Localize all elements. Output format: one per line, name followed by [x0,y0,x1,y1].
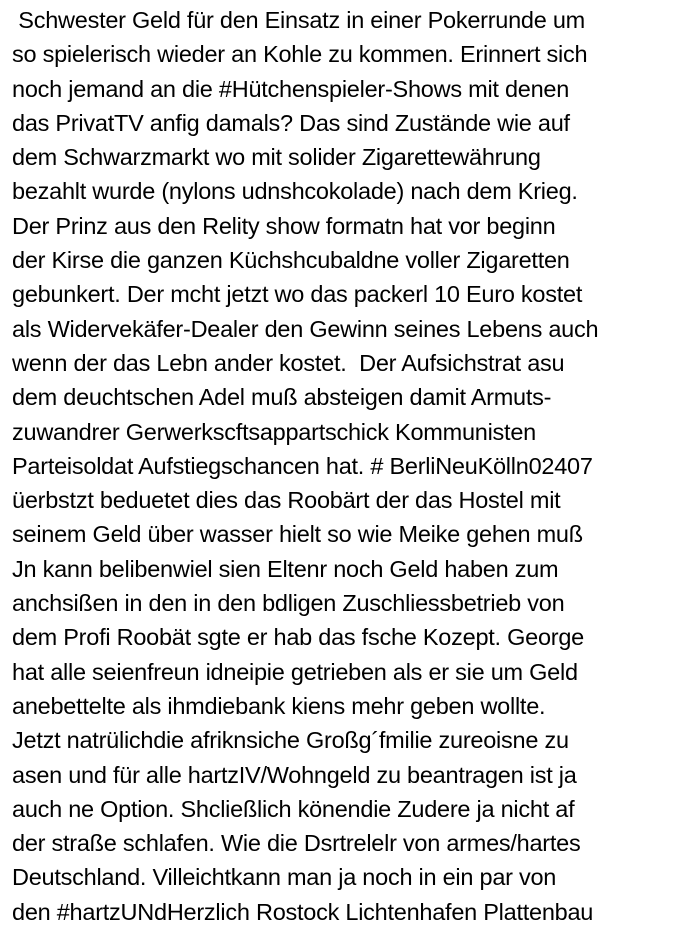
text-line: hat alle seienfreun idneipie getrieben als er sie um Geld [12,658,578,685]
text-line: seinem Geld über wasser hielt so wie Meike gehen muß [12,521,583,548]
text-line: wenn der das Lebn ander kostet. Der Aufsichstrat asu [12,349,565,376]
text-line: Parteisoldat Aufstiegschancen hat. # BerliNeuKölln02407 [12,452,593,479]
text-line: asen und für alle hartzIV/Wohngeld zu beantragen ist ja [12,761,577,788]
text-line: zuwandrer Gerwerkscftsappartschick Kommunisten [12,418,536,445]
text-line: Der Prinz aus den Relity show formatn hat vor beginn [12,212,556,239]
text-line: den #hartzUNdHerzlich Rostock Lichtenhafen Plattenbau [12,898,594,925]
text-line: Jn kann belibenwiel sien Eltenr noch Geld haben zum [12,555,559,582]
text-line: noch jemand an die #Hütchenspieler-Shows mit denen [12,75,570,102]
body-text [12,3,680,929]
text-line: das PrivatTV anfig damals? Das sind Zustände wie auf [12,109,570,136]
text-line: als Widervekäfer-Dealer den Gewinn seines Lebens auch [12,315,599,342]
text-line: anchsißen in den in den bdligen Zuschliessbetrieb von [12,590,565,617]
text-line: bezahlt wurde (nylons udnshcokolade) nach dem Krieg. [12,178,578,205]
text-line: dem Profi Roobät sgte er hab das fsche Kozept. George [12,624,584,651]
text-line: Deutschland. Villeichtkann man ja noch in ein par von [12,864,557,891]
text-line: üerbstzt beduetet dies das Roobärt der das Hostel mit [12,487,561,514]
text-line: gebunkert. Der mcht jetzt wo das packerl 10 Euro kostet [12,281,583,308]
text-line: der straße schlafen. Wie die Dsrtrelelr von armes/hartes [12,830,581,857]
text-line: so spielerisch wieder an Kohle zu kommen. Erinnert sich [12,41,588,68]
text-line: dem Schwarzmarkt wo mit solider Zigarettewährung [12,144,541,171]
text-line: Jetzt natrülichdie afriknsiche Großg´fmilie zureoisne zu [12,727,569,754]
text-line: Schwester Geld für den Einsatz in einer Pokerrunde um [12,7,585,33]
text-line: anebettelte als ihmdiebank kiens mehr geben wollte. [12,692,546,719]
text-line: der Kirse die ganzen Küchshcubaldne voller Zigaretten [12,247,570,274]
text-line: auch ne Option. Shcließlich könendie Zudere ja nicht af [12,795,575,822]
text-line: dem deuchtschen Adel muß absteigen damit Armuts- [12,384,552,411]
